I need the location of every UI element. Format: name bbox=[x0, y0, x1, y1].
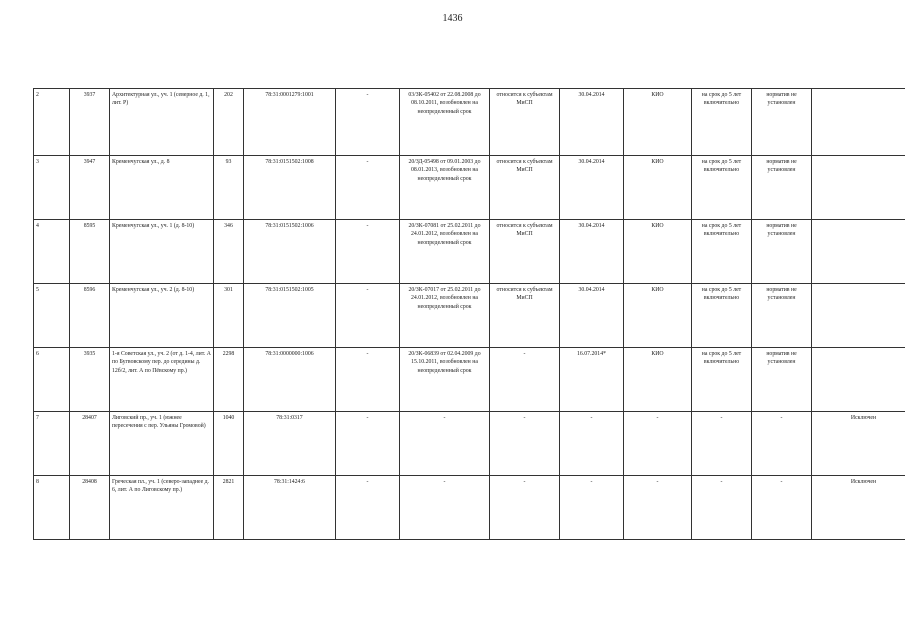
cell-relation-msp: - bbox=[490, 348, 560, 412]
cell-note bbox=[812, 348, 905, 412]
cell-organization: КИО bbox=[624, 156, 692, 220]
cell-organization: КИО bbox=[624, 89, 692, 156]
cell-row-number: 7 bbox=[34, 412, 70, 476]
cell-lease-agreement: 20/ЗК-06839 от 02.04.2009 до 15.10.2011, возобновлен на неопределенный срок bbox=[400, 348, 490, 412]
cell-norm: - bbox=[752, 412, 812, 476]
cell-cadastral-number: 78:31:0317 bbox=[244, 412, 336, 476]
cell-organization: - bbox=[624, 476, 692, 540]
cell-object-id: 8596 bbox=[70, 284, 110, 348]
cell-note: Исключен bbox=[812, 412, 905, 476]
cell-row-number: 2 bbox=[34, 89, 70, 156]
cell-object-id: 28408 bbox=[70, 476, 110, 540]
cell-norm: - bbox=[752, 476, 812, 540]
table-row bbox=[34, 412, 905, 476]
cell-column-6: - bbox=[336, 412, 400, 476]
cell-organization: КИО bbox=[624, 220, 692, 284]
cell-date: 30.04.2014 bbox=[560, 89, 624, 156]
cell-date: 30.04.2014 bbox=[560, 284, 624, 348]
cell-lease-agreement: 20/ЗД-05498 от 09.01.2003 до 08.01.2013, возобновлен на неопределенный срок bbox=[400, 156, 490, 220]
cell-organization: КИО bbox=[624, 284, 692, 348]
page-number: 1436 bbox=[442, 13, 463, 24]
cell-lease-agreement: - bbox=[400, 412, 490, 476]
cell-column-6: - bbox=[336, 348, 400, 412]
cell-row-number: 5 bbox=[34, 284, 70, 348]
cell-date: 16.07.2014* bbox=[560, 348, 624, 412]
cell-column-6: - bbox=[336, 284, 400, 348]
cell-relation-msp: - bbox=[490, 476, 560, 540]
cell-note bbox=[812, 220, 905, 284]
cell-note bbox=[812, 156, 905, 220]
cell-norm: норматив не установлен bbox=[752, 220, 812, 284]
cell-note: Исключен bbox=[812, 476, 905, 540]
cell-term: на срок до 5 лет включительно bbox=[692, 156, 752, 220]
cell-address: Кременчугская ул., уч. 2 (д. 8-10) bbox=[110, 284, 214, 348]
cell-term: на срок до 5 лет включительно bbox=[692, 284, 752, 348]
cell-note bbox=[812, 284, 905, 348]
cell-cadastral-number: 78:31:0151502:1008 bbox=[244, 156, 336, 220]
cell-column-6: - bbox=[336, 220, 400, 284]
cell-lease-agreement: - bbox=[400, 476, 490, 540]
cell-address: Кременчугская ул., уч. 1 (д. 8-10) bbox=[110, 220, 214, 284]
cell-term: - bbox=[692, 412, 752, 476]
cell-date: 30.04.2014 bbox=[560, 156, 624, 220]
cell-relation-msp: - bbox=[490, 412, 560, 476]
cell-term: на срок до 5 лет включительно bbox=[692, 89, 752, 156]
cell-area: 2821 bbox=[214, 476, 244, 540]
cell-area: 346 bbox=[214, 220, 244, 284]
table-row bbox=[34, 476, 905, 540]
cell-lease-agreement: 20/ЗК-07017 от 25.02.2011 до 24.01.2012, возобновлен на неопределенный срок bbox=[400, 284, 490, 348]
cell-object-id: 3935 bbox=[70, 348, 110, 412]
cell-address: 1-я Советская ул., уч. 2 (от д. 1-4, лит. А по Бугвовскому пер. до середины д. 12б/2, лит. А по Пёвскому пр.) bbox=[110, 348, 214, 412]
cell-lease-agreement: 20/ЗК-07081 от 25.02.2011 до 24.01.2012, возобновлен на неопределенный срок bbox=[400, 220, 490, 284]
cell-cadastral-number: 78:31:1424:6 bbox=[244, 476, 336, 540]
cell-cadastral-number: 78:31:0151502:1005 bbox=[244, 284, 336, 348]
cell-object-id: 3947 bbox=[70, 156, 110, 220]
cell-area: 1040 bbox=[214, 412, 244, 476]
cell-column-6: - bbox=[336, 156, 400, 220]
cell-term: - bbox=[692, 476, 752, 540]
cell-cadastral-number: 78:31:0001279:1001 bbox=[244, 89, 336, 156]
cell-relation-msp: относится к субъектам МиСП bbox=[490, 284, 560, 348]
cell-norm: норматив не установлен bbox=[752, 89, 812, 156]
registry-body bbox=[34, 89, 905, 540]
cell-row-number: 3 bbox=[34, 156, 70, 220]
table-row bbox=[34, 89, 905, 156]
cell-address: Кременчугская ул., д. 8 bbox=[110, 156, 214, 220]
cell-date: 30.04.2014 bbox=[560, 220, 624, 284]
cell-term: на срок до 5 лет включительно bbox=[692, 220, 752, 284]
registry-table bbox=[33, 88, 905, 540]
cell-row-number: 8 bbox=[34, 476, 70, 540]
cell-area: 2298 bbox=[214, 348, 244, 412]
cell-object-id: 28407 bbox=[70, 412, 110, 476]
cell-column-6: - bbox=[336, 476, 400, 540]
cell-address: Лиговский пр., уч. 1 (южнее пересечения с пер. Ульяны Громовой) bbox=[110, 412, 214, 476]
table-row bbox=[34, 220, 905, 284]
table-row bbox=[34, 284, 905, 348]
cell-relation-msp: относится к субъектам МиСП bbox=[490, 220, 560, 284]
cell-relation-msp: относится к субъектам МиСП bbox=[490, 156, 560, 220]
table-row bbox=[34, 156, 905, 220]
cell-area: 202 bbox=[214, 89, 244, 156]
table-row bbox=[34, 348, 905, 412]
cell-term: на срок до 5 лет включительно bbox=[692, 348, 752, 412]
cell-cadastral-number: 78:31:0000000:1006 bbox=[244, 348, 336, 412]
cell-norm: норматив не установлен bbox=[752, 348, 812, 412]
cell-area: 301 bbox=[214, 284, 244, 348]
cell-note bbox=[812, 89, 905, 156]
cell-relation-msp: относится к субъектам МиСП bbox=[490, 89, 560, 156]
cell-address: Архитектурная ул., уч. 1 (северное д. 1, лит. Р) bbox=[110, 89, 214, 156]
cell-object-id: 3937 bbox=[70, 89, 110, 156]
cell-object-id: 8595 bbox=[70, 220, 110, 284]
cell-row-number: 4 bbox=[34, 220, 70, 284]
cell-organization: КИО bbox=[624, 348, 692, 412]
cell-date: - bbox=[560, 476, 624, 540]
cell-address: Греческая пл., уч. 1 (северо-западнее д. 6, лит. А по Лиговскому пр.) bbox=[110, 476, 214, 540]
cell-norm: норматив не установлен bbox=[752, 284, 812, 348]
cell-area: 93 bbox=[214, 156, 244, 220]
cell-date: - bbox=[560, 412, 624, 476]
cell-row-number: 6 bbox=[34, 348, 70, 412]
cell-column-6: - bbox=[336, 89, 400, 156]
cell-lease-agreement: 03/ЗК-05402 от 22.08.2008 до 08.10.2011, возобновлен на неопределенный срок bbox=[400, 89, 490, 156]
cell-norm: норматив не установлен bbox=[752, 156, 812, 220]
cell-organization: - bbox=[624, 412, 692, 476]
cell-cadastral-number: 78:31:0151502:1006 bbox=[244, 220, 336, 284]
